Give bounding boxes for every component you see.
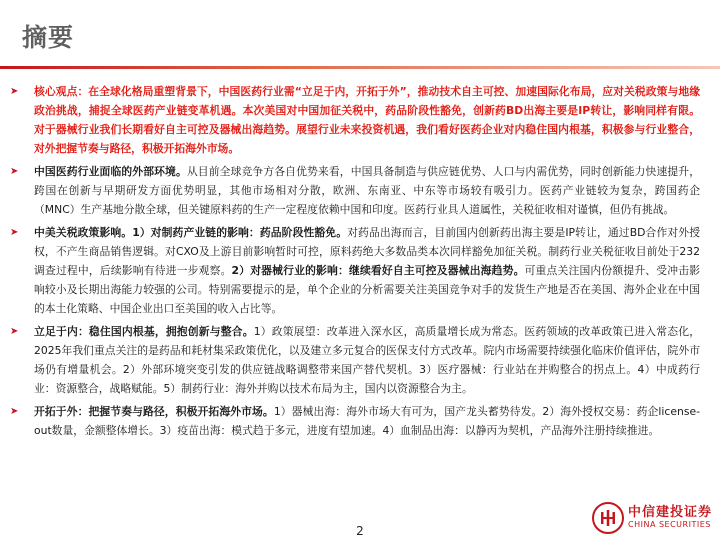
bullet-heading: 中美关税政策影响。1）对制药产业链的影响：药品阶段性豁免。 [34, 226, 348, 239]
bullet-text: 从目前全球竞争方各自优势来看，中国具备制造与供应链优势、人口与内需优势，同时创新能力快速提升，跨国在创新与早期研发方面优势明显，其他市场相对分散，欧洲、东南亚、中东等市场较有吸引力。医药产业链较为复杂，跨国药企（MNC）生产基地分散全球，但关键原料药的生产一定程度依赖中国和印度。医药行业具人道属性，关税征收相对谨慎，但仍有挑战。 [34, 165, 701, 216]
bullet-arrow-icon: ➤ [10, 166, 19, 177]
bullet-arrow-icon: ➤ [10, 326, 19, 337]
bullet-arrow-icon: ➤ [10, 227, 19, 238]
page-title: 摘要 [22, 23, 75, 52]
key-point-text: 核心观点：在全球化格局重塑背景下，中国医药行业需“立足于内，开拓于外”，推动技术自主可控、加速国际化布局，应对关税政策与地缘政治挑战，捕捉全球医药产业链变革机遇。本次美国对中国加征关税中，药品阶段性豁免，创新药BD出海主要是IP转让，影响同样有限。对于器械行业我们长期看好自主可控及器械出海趋势。展望行业未来投资机遇，我们看好医药企业对内稳住国内根基，积极参与行业整合，对外把握节奏与路径，积极开拓海外市场。 [34, 85, 700, 155]
bullet-arrow-icon: ➤ [10, 86, 19, 97]
summary-bullet [8, 82, 700, 158]
company-logo [592, 500, 718, 536]
summary-bullet-list [8, 82, 700, 444]
bullet-text: 1）政策展望：改革进入深水区，高质量增长成为常态。医药领域的改革政策已进入常态化，2025年我们重点关注的是药品和耗材集采政策优化，以及建立多元复合的医保支付方式改革。院内市场需要持续强化临床价值评估，院外市场仍有增量机会。2）外部环境突变引发的供应链战略调整带来国产替代契机。3）医疗器械：行业站在并购整合的拐点上。4）中成药行业：资源整合，战略赋能。5）制药行业：海外并购以技术布局为主，国内以资源整合为主。 [34, 325, 701, 395]
bullet-heading: 2）对器械行业的影响：继续看好自主可控及器械出海趋势。 [231, 264, 525, 277]
page-number: 2 [356, 524, 364, 538]
logo-mark-icon [592, 502, 624, 534]
bullet-heading: 中国医药行业面临的外部环境。 [34, 165, 187, 178]
logo-name-en: CHINA SECURITIES [628, 519, 711, 529]
bullet-text: 1）器械出海：海外市场大有可为，国产龙头蓄势待发。2）海外授权交易：药企license-out数量，金额整体增长。3）疫苗出海：模式趋于多元，进度有望加速。4）血制品出海：以静丙为契机，产品海外注册持续推进。 [34, 405, 700, 437]
summary-bullet [8, 162, 700, 219]
summary-bullet [8, 402, 700, 440]
bullet-arrow-icon: ➤ [10, 406, 19, 417]
bullet-text: 可重点关注国内份额提升、受冲击影响较小及长期出海能力较强的公司。特别需要提示的是，单个企业的分析需要关注美国竞争对手的发货生产地是否在美国、海外企业在中国的本土化策略、中国企业出口至美国的收入占比等。 [34, 264, 700, 315]
bullet-text: 对药品出海而言，目前国内创新药出海主要是IP转让，通过BD合作对外授权，不产生商品销售逻辑。对CXO及上游目前影响暂时可控，原料药绝大多数品类本次同样豁免加征关税。制药行业关税征收目前处于232调查过程中，后续影响有待进一步观察。 [34, 226, 700, 277]
title-divider [0, 66, 720, 69]
bullet-heading: 开拓于外：把握节奏与路径，积极开拓海外市场。 [34, 405, 274, 418]
bullet-heading: 立足于内：稳住国内根基，拥抱创新与整合。 [34, 325, 254, 338]
summary-bullet [8, 322, 700, 398]
logo-name-cn: 中信建投证券 [628, 505, 713, 521]
summary-bullet [8, 223, 700, 318]
